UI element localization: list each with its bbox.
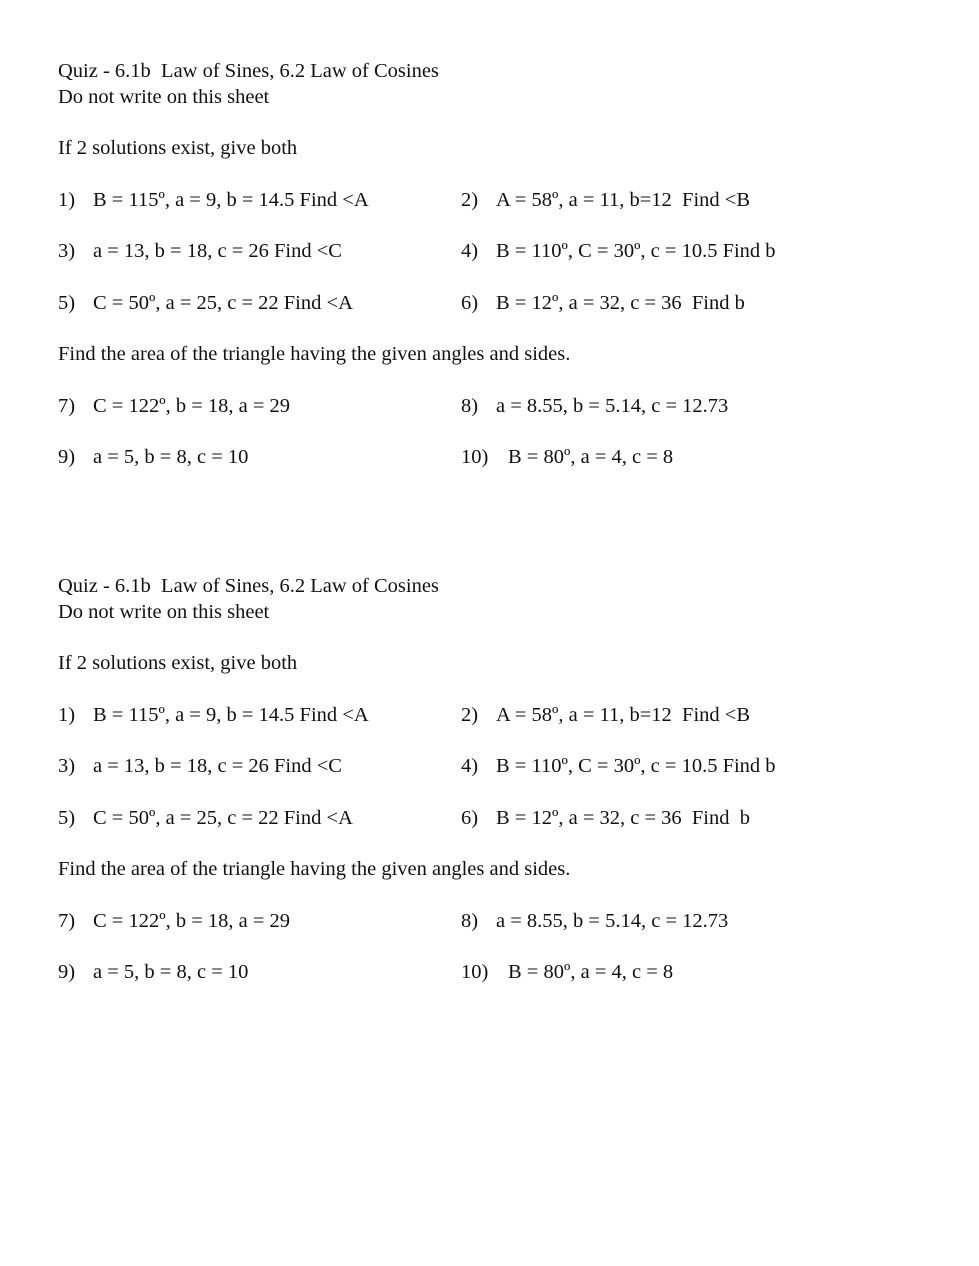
- problem-number: 10): [461, 961, 489, 983]
- problem-number: 9): [58, 446, 76, 468]
- problem-number: 9): [58, 961, 76, 983]
- problem-number: 4): [461, 755, 479, 777]
- problem-number: 6): [461, 807, 479, 829]
- quiz-instruction: If 2 solutions exist, give both: [58, 652, 298, 674]
- problem-4: [461, 238, 776, 264]
- quiz-note: Do not write on this sheet: [58, 86, 270, 108]
- problem-text: A = 58º, a = 11, b=12 Find <B: [496, 704, 751, 726]
- problem-3: [58, 238, 342, 264]
- problem-text: C = 50º, a = 25, c = 22 Find <A: [93, 292, 353, 314]
- problem-3: [58, 753, 342, 779]
- problem-text: B = 115º, a = 9, b = 14.5 Find <A: [93, 189, 369, 211]
- problem-text: B = 80º, a = 4, c = 8: [508, 961, 674, 983]
- problem-number: 2): [461, 189, 479, 211]
- quiz-note: Do not write on this sheet: [58, 601, 270, 623]
- problem-10: [461, 444, 673, 470]
- problem-6: [461, 290, 745, 316]
- problem-text: a = 5, b = 8, c = 10: [93, 961, 249, 983]
- problem-number: 6): [461, 292, 479, 314]
- problem-10: [461, 959, 673, 985]
- problem-text: A = 58º, a = 11, b=12 Find <B: [496, 189, 751, 211]
- quiz-title: Quiz - 6.1b Law of Sines, 6.2 Law of Cosines: [58, 575, 439, 597]
- problem-text: a = 8.55, b = 5.14, c = 12.73: [496, 910, 729, 932]
- problem-number: 5): [58, 807, 76, 829]
- problem-number: 2): [461, 704, 479, 726]
- problem-number: 8): [461, 395, 479, 417]
- problem-text: B = 110º, C = 30º, c = 10.5 Find b: [496, 755, 776, 777]
- problem-text: B = 110º, C = 30º, c = 10.5 Find b: [496, 240, 776, 262]
- problem-1: [58, 187, 369, 213]
- problem-9: [58, 444, 248, 470]
- problem-text: a = 13, b = 18, c = 26 Find <C: [93, 240, 342, 262]
- problem-number: 3): [58, 755, 76, 777]
- problem-text: C = 122º, b = 18, a = 29: [93, 910, 291, 932]
- problem-text: B = 12º, a = 32, c = 36 Find b: [496, 807, 751, 829]
- problem-8: [461, 908, 728, 934]
- problem-text: B = 80º, a = 4, c = 8: [508, 446, 674, 468]
- problem-text: a = 13, b = 18, c = 26 Find <C: [93, 755, 342, 777]
- quiz-title: Quiz - 6.1b Law of Sines, 6.2 Law of Cosines: [58, 60, 439, 82]
- problem-number: 7): [58, 910, 76, 932]
- problem-7: [58, 908, 290, 934]
- problem-9: [58, 959, 248, 985]
- problem-number: 7): [58, 395, 76, 417]
- problem-5: [58, 805, 353, 831]
- problem-number: 3): [58, 240, 76, 262]
- problem-number: 1): [58, 704, 76, 726]
- area-instruction: Find the area of the triangle having the given angles and sides.: [58, 858, 571, 880]
- problem-text: a = 5, b = 8, c = 10: [93, 446, 249, 468]
- problem-number: 8): [461, 910, 479, 932]
- problem-1: [58, 702, 369, 728]
- quiz-instruction: If 2 solutions exist, give both: [58, 137, 298, 159]
- problem-5: [58, 290, 353, 316]
- problem-6: [461, 805, 750, 831]
- problem-2: [461, 187, 750, 213]
- problem-8: [461, 393, 728, 419]
- problem-number: 1): [58, 189, 76, 211]
- problem-text: a = 8.55, b = 5.14, c = 12.73: [496, 395, 729, 417]
- problem-text: C = 50º, a = 25, c = 22 Find <A: [93, 807, 353, 829]
- problem-text: B = 12º, a = 32, c = 36 Find b: [496, 292, 745, 314]
- problem-text: B = 115º, a = 9, b = 14.5 Find <A: [93, 704, 369, 726]
- problem-number: 4): [461, 240, 479, 262]
- problem-text: C = 122º, b = 18, a = 29: [93, 395, 291, 417]
- problem-7: [58, 393, 290, 419]
- problem-2: [461, 702, 750, 728]
- area-instruction: Find the area of the triangle having the given angles and sides.: [58, 343, 571, 365]
- problem-number: 10): [461, 446, 489, 468]
- problem-4: [461, 753, 776, 779]
- problem-number: 5): [58, 292, 76, 314]
